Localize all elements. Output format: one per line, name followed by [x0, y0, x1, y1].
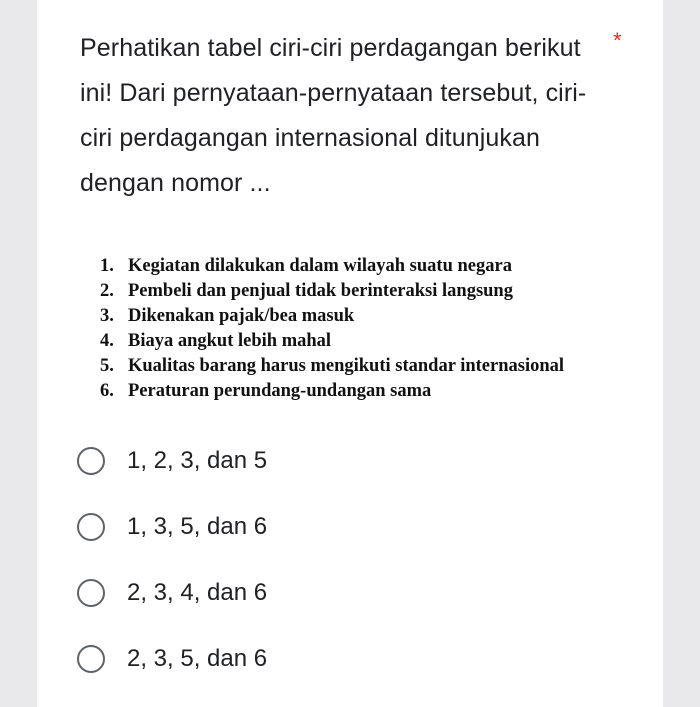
radio-button[interactable]: [77, 645, 105, 673]
option-label[interactable]: 1, 2, 3, dan 5: [127, 446, 268, 474]
statement-number: 6.: [100, 381, 114, 401]
statement-item: [100, 354, 564, 379]
option-label[interactable]: 2, 3, 5, dan 6: [127, 644, 268, 672]
option-label[interactable]: 1, 3, 5, dan 6: [127, 512, 268, 540]
option-label[interactable]: 2, 3, 4, dan 6: [127, 578, 268, 606]
radio-button[interactable]: [77, 579, 105, 607]
statement-item: [100, 279, 564, 304]
statement-item: [100, 329, 564, 354]
statement-item: [100, 379, 564, 404]
statement-text: Biaya angkut lebih mahal: [128, 331, 332, 351]
statement-text: Kegiatan dilakukan dalam wilayah suatu negara: [128, 256, 512, 276]
radio-button[interactable]: [77, 447, 105, 475]
statement-text: Kualitas barang harus mengikuti standar internasional: [128, 356, 565, 376]
statement-number: 4.: [100, 331, 114, 351]
option-a[interactable]: [77, 440, 637, 481]
question-card: [37, 0, 663, 707]
answer-options: [77, 440, 637, 704]
statement-number: 3.: [100, 306, 114, 326]
radio-button[interactable]: [77, 513, 105, 541]
statement-text: Dikenakan pajak/bea masuk: [128, 306, 355, 326]
option-c[interactable]: [77, 572, 637, 613]
statement-number: 1.: [100, 256, 114, 276]
statement-text: Pembeli dan penjual tidak berinteraksi langsung: [128, 281, 513, 301]
option-d[interactable]: [77, 638, 637, 679]
statement-number: 5.: [100, 356, 114, 376]
required-asterisk: *: [613, 28, 622, 53]
statement-item: [100, 304, 564, 329]
statement-item: [100, 254, 564, 279]
statement-number: 2.: [100, 281, 114, 301]
statement-list: [100, 254, 564, 404]
question-text: Perhatikan tabel ciri-ciri perdagangan berikut ini! Dari pernyataan-pernyataan tersebut, ciri-ciri perdagangan internasional ditunjukan dengan nomor ...: [80, 34, 587, 197]
option-b[interactable]: [77, 506, 637, 547]
statement-text: Peraturan perundang-undangan sama: [128, 381, 432, 401]
